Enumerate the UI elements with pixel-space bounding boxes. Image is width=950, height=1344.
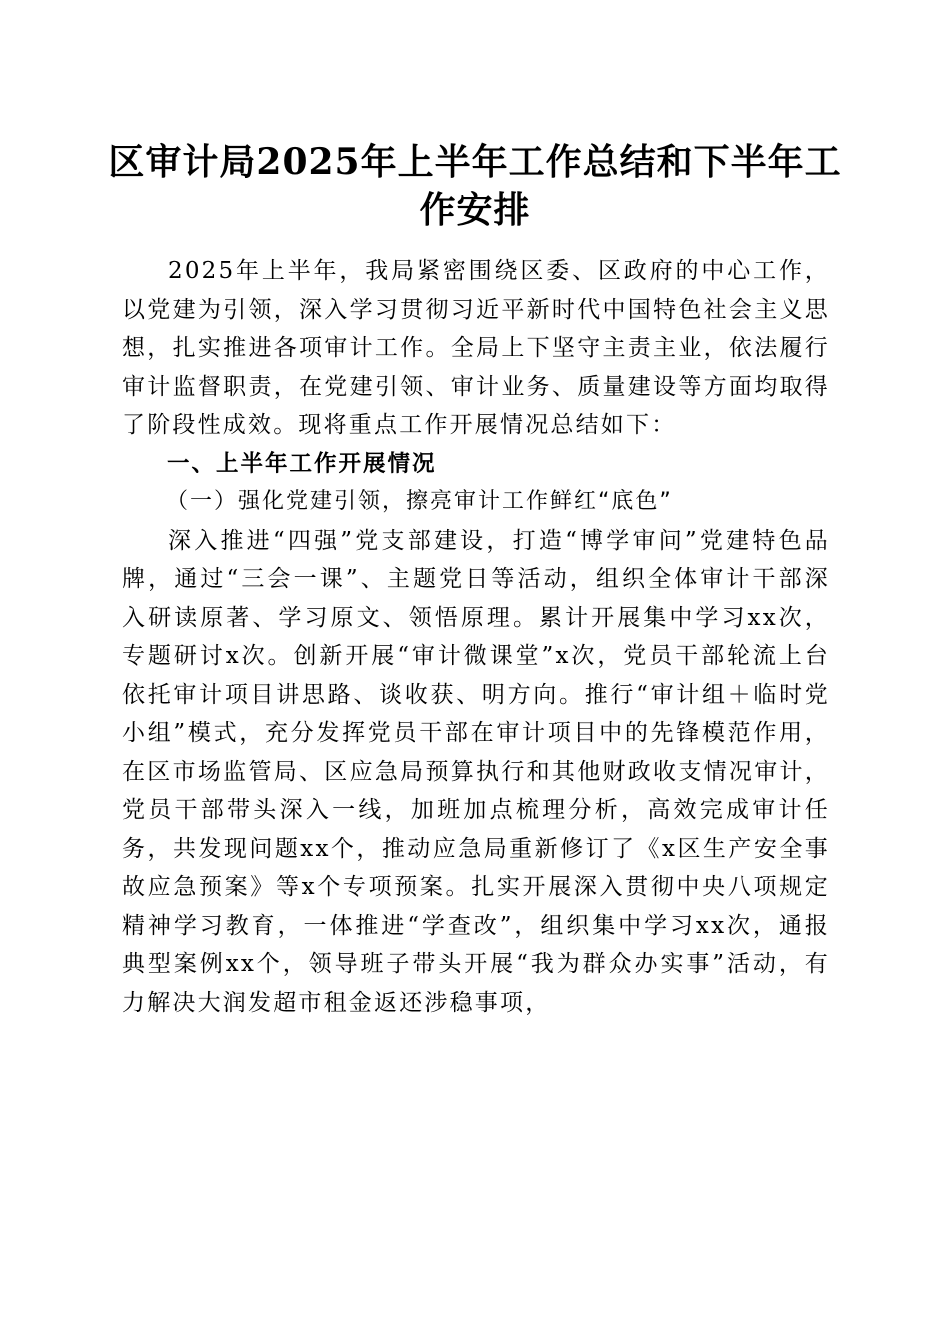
subsection-heading: （一）强化党建引领，擦亮审计工作鲜红“底色” xyxy=(166,489,673,514)
subsection-paragraph: 深入推进“四强”党支部建设，打造“博学审问”党建特色品牌，通过“三会一课”、主题党日等活动，组织全体审计干部深入研读原著、学习原文、领悟原理。累计开展集中学习xx次，专题研讨x次。创新开展“审计微课堂”x次，党员干部轮流上台依托审计项目讲思路、谈收获、明方向。推行“审计组＋临时党小组”模式，充分发挥党员干部在审计项目中的先锋模范作用，在区市场监管局、区应急局预算执行和其他财政收支情况审计，党员干部带头深入一线，加班加点梳理分析，高效完成审计任务，共发现问题xx个，推动应急局重新修订了《x区生产安全事故应急预案》等x个专项预案。扎实开展深入贯彻中央八项规定精神学习教育，一体推进“学查改”，组织集中学习xx次，通报典型案例xx个，领导班子带头开展“我为群众办实事”活动，有力解决大润发超市租金返还涉稳事项， xyxy=(122,527,830,1016)
document-body xyxy=(122,252,830,1022)
intro-paragraph: 2025年上半年，我局紧密围绕区委、区政府的中心工作，以党建为引领，深入学习贯彻习近平新时代中国特色社会主义思想，扎实推进各项审计工作。全局上下坚守主责主业，依法履行审计监督职责，在党建引领、审计业务、质量建设等方面均取得了阶段性成效。现将重点工作开展情况总结如下： xyxy=(122,258,830,438)
section-heading: 一、上半年工作开展情况 xyxy=(167,450,437,477)
document-title: 区审计局2025年上半年工作总结和下半年工作安排 xyxy=(108,141,842,231)
